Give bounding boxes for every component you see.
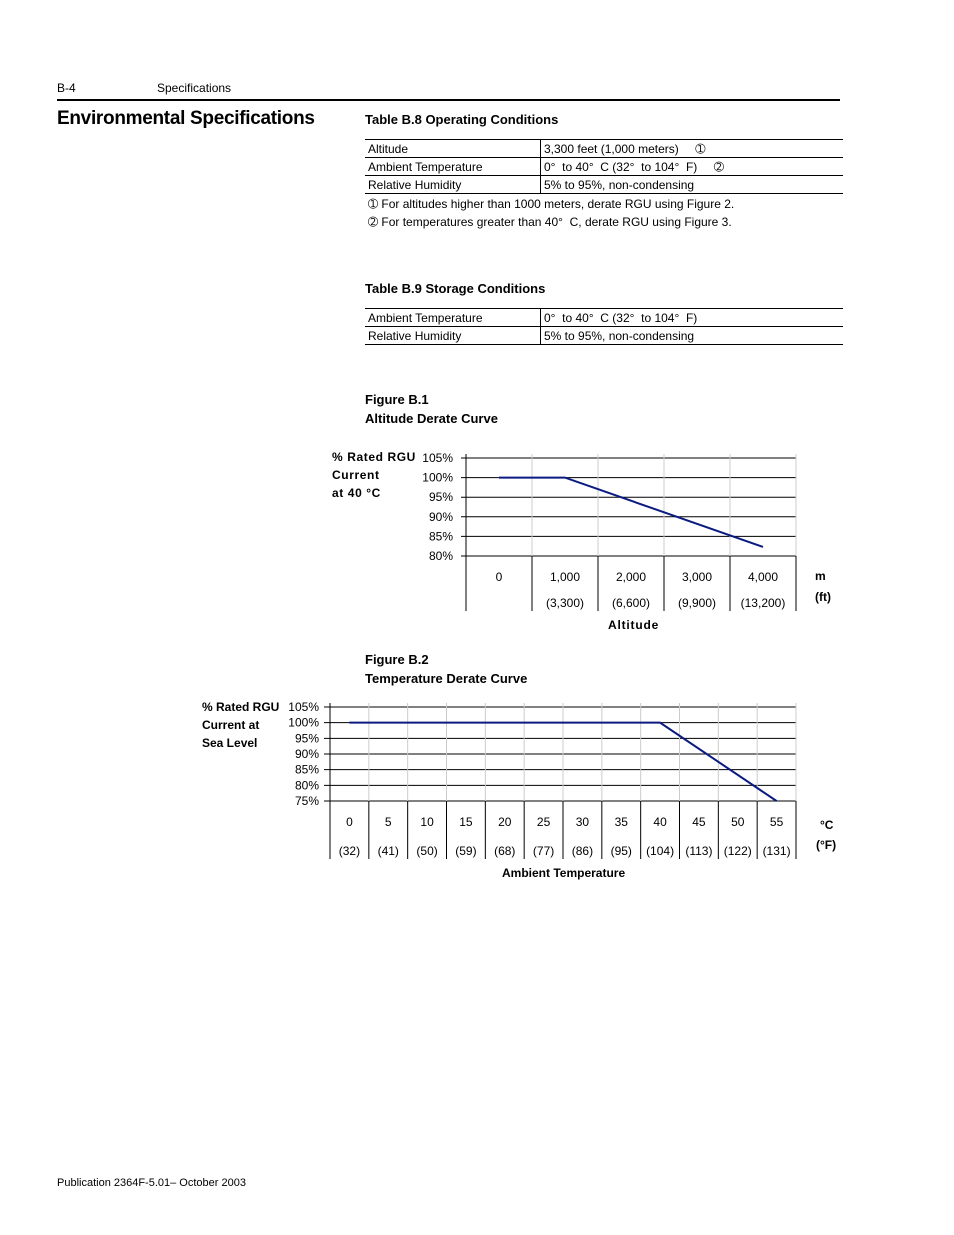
- x-tick-label-secondary: (13,200): [740, 596, 786, 610]
- figure-b1-title: Altitude Derate Curve: [365, 411, 498, 426]
- x-tick-label: 1,000: [549, 570, 581, 584]
- ylabel-line: % Rated RGU: [332, 450, 416, 464]
- x-tick-label-secondary: (9,900): [677, 596, 717, 610]
- ylabel-line: Current: [332, 468, 380, 482]
- table-cell-value: 5% to 95%, non-condensing: [541, 327, 844, 345]
- x-tick-label: 45: [692, 815, 706, 829]
- y-tick-label: 95%: [428, 490, 453, 505]
- table-cell-label: Ambient Temperature: [365, 309, 541, 327]
- footnote-1: ➀ For altitudes higher than 1000 meters, derate RGU using Figure 2.: [368, 197, 735, 211]
- x-tick-label-secondary: (3,300): [545, 596, 585, 610]
- running-header-section: Specifications: [157, 81, 232, 95]
- y-tick-label: 80%: [294, 778, 319, 793]
- figure-b2-ylabel: [202, 698, 279, 752]
- figure-b2-title: Temperature Derate Curve: [365, 671, 528, 686]
- x-tick-label: 50: [731, 815, 745, 829]
- y-tick-label: 85%: [294, 762, 319, 777]
- figure-b1-xlabel: Altitude: [608, 618, 660, 632]
- x-tick-label: 20: [498, 815, 512, 829]
- y-tick-label: 90%: [294, 747, 319, 761]
- x-tick-label: 10: [420, 815, 434, 829]
- x-tick-label: 35: [614, 815, 628, 829]
- table-cell-label: Relative Humidity: [365, 176, 541, 194]
- table-b9-title: Table B.9 Storage Conditions: [365, 281, 546, 296]
- ylabel-line: % Rated RGU: [202, 700, 280, 714]
- x-tick-label-secondary: (50): [416, 844, 438, 858]
- y-tick-label: 105%: [288, 700, 319, 714]
- table-cell-label: Altitude: [365, 140, 541, 158]
- x-tick-label: 30: [575, 815, 590, 829]
- figure-b2-unit-f: (°F): [816, 838, 837, 852]
- x-tick-label-secondary: (68): [494, 844, 516, 858]
- x-tick-label: 0: [495, 570, 503, 584]
- x-tick-label-secondary: (86): [571, 844, 594, 858]
- table-cell-label: Ambient Temperature: [365, 158, 541, 176]
- footnote-2: ➁ For temperatures greater than 40° C, derate RGU using Figure 3.: [368, 215, 732, 229]
- table-cell-value: 3,300 feet (1,000 meters) ➀: [541, 140, 844, 158]
- table-cell-value: 0° to 40° C (32° to 104° F): [541, 309, 844, 327]
- x-tick-label: 3,000: [681, 570, 713, 584]
- x-tick-label-secondary: (32): [338, 844, 361, 858]
- figure-b2-label: Figure B.2: [365, 652, 429, 667]
- table-cell-value: 5% to 95%, non-condensing: [541, 176, 844, 194]
- figure-b1-unit-m: m: [815, 569, 826, 583]
- table-b8-title: Table B.8 Operating Conditions: [365, 112, 559, 127]
- x-tick-label: 40: [653, 815, 667, 829]
- x-tick-label: 0: [346, 815, 353, 829]
- y-tick-label: 105%: [422, 451, 453, 465]
- y-tick-label: 100%: [288, 715, 319, 730]
- x-tick-label-secondary: (122): [723, 844, 752, 858]
- x-tick-label: 15: [459, 815, 473, 829]
- y-tick-label: 80%: [428, 549, 453, 563]
- y-tick-label: 90%: [428, 509, 453, 524]
- x-tick-label-secondary: (131): [762, 844, 791, 858]
- x-tick-label-secondary: (104): [646, 844, 675, 858]
- x-tick-label: 2,000: [615, 570, 647, 584]
- y-tick-label: 85%: [428, 529, 453, 544]
- figure-b2-unit-c: °C: [820, 818, 834, 832]
- x-tick-label-secondary: (59): [455, 844, 477, 858]
- table-cell-value: 0° to 40° C (32° to 104° F) ➁: [541, 158, 844, 176]
- publication-footer: Publication 2364F-5.01– October 2003: [57, 1177, 246, 1189]
- figure-b1-unit-ft: (ft): [815, 590, 831, 604]
- x-tick-label-secondary: (41): [377, 844, 399, 858]
- ylabel-line: Current at: [202, 718, 260, 732]
- x-tick-label: 5: [384, 815, 392, 829]
- section-title: Environmental Specifications: [57, 108, 315, 129]
- x-tick-label: 4,000: [747, 570, 779, 584]
- figure-b1-label: Figure B.1: [365, 392, 429, 407]
- x-tick-label-secondary: (95): [610, 844, 632, 858]
- x-tick-label-secondary: (113): [685, 844, 713, 858]
- figure-b2-caption: [365, 650, 527, 688]
- ylabel-line: at 40 °C: [332, 486, 381, 500]
- x-tick-label: 55: [769, 815, 784, 829]
- page-number: B-4: [57, 81, 76, 95]
- table-cell-label: Relative Humidity: [365, 327, 541, 345]
- y-tick-label: 75%: [294, 794, 319, 808]
- x-tick-label-secondary: (77): [532, 844, 555, 858]
- y-tick-label: 95%: [294, 731, 319, 746]
- figure-b2-xlabel: Ambient Temperature: [502, 866, 626, 880]
- x-tick-label: 25: [536, 815, 551, 829]
- y-tick-label: 100%: [422, 470, 453, 485]
- ylabel-line: Sea Level: [202, 736, 258, 750]
- x-tick-label-secondary: (6,600): [611, 596, 651, 610]
